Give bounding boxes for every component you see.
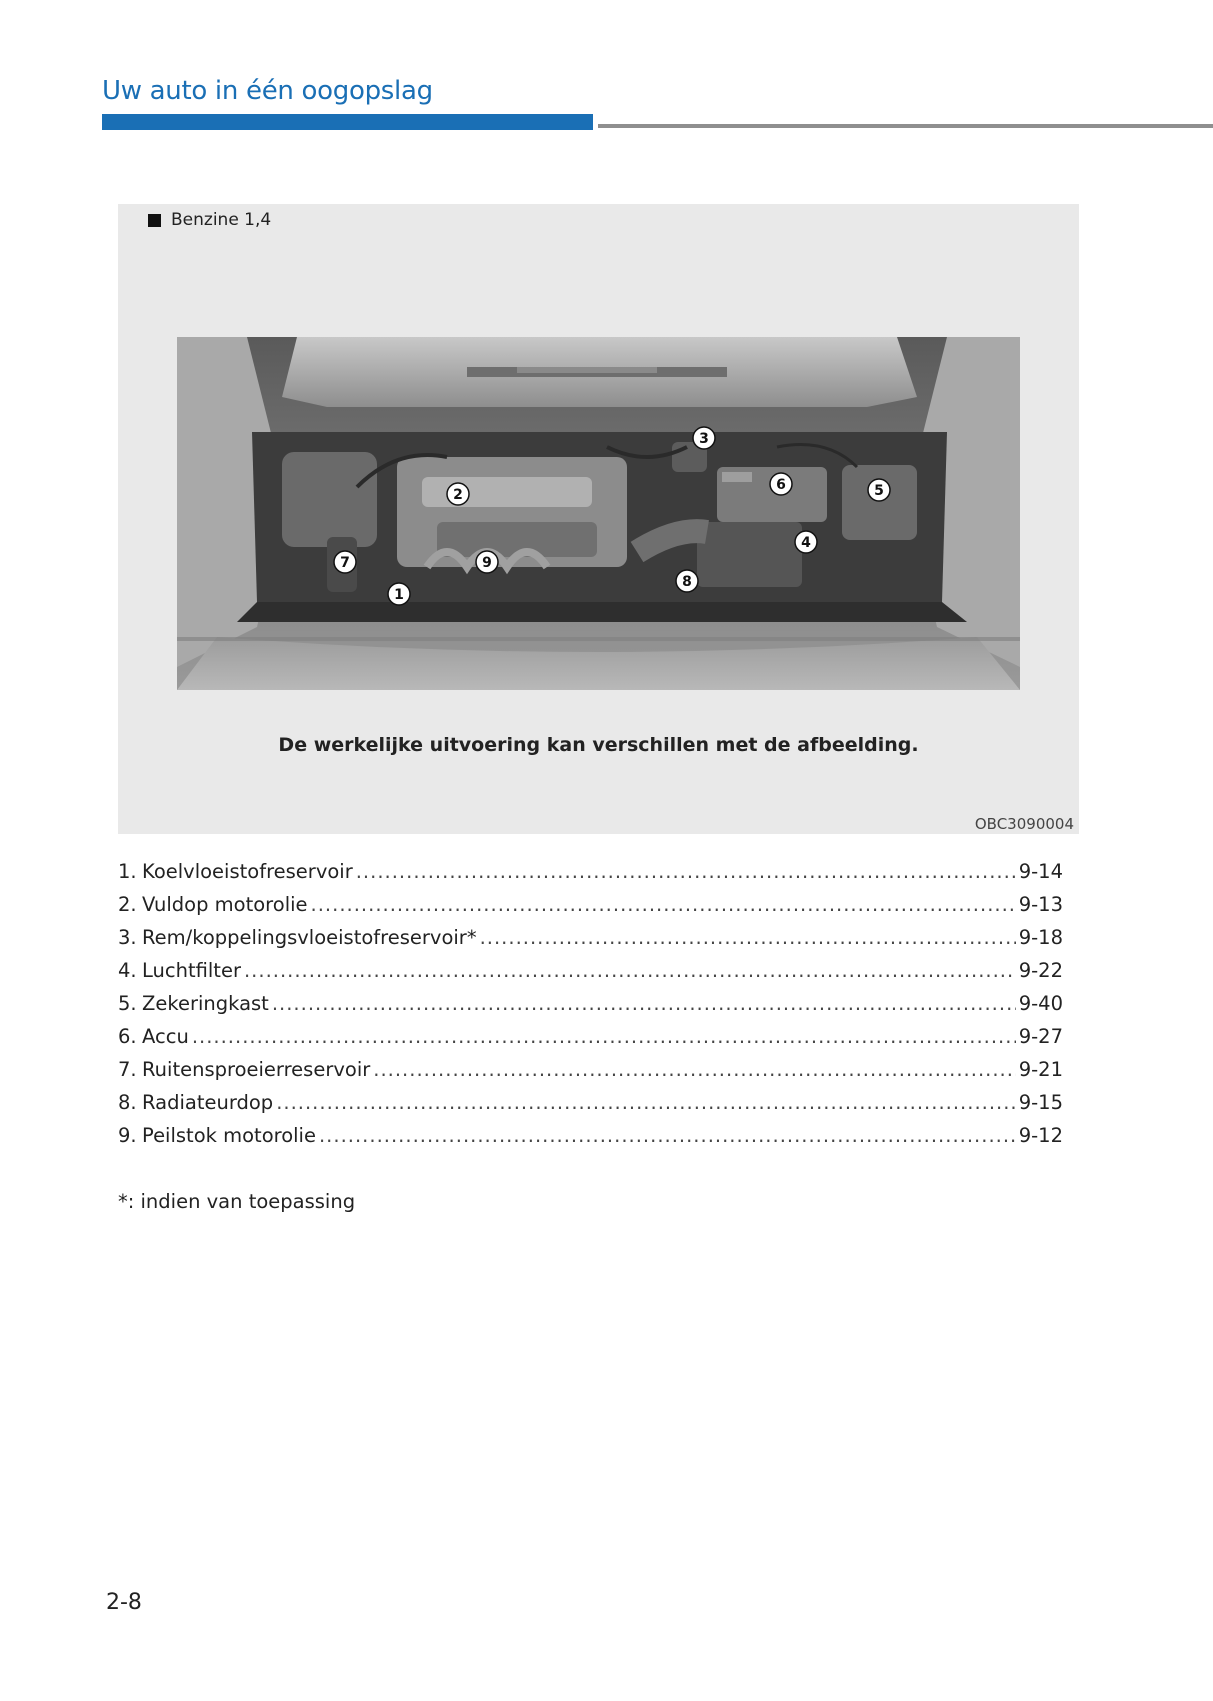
engine-bay-illustration — [177, 337, 1020, 690]
svg-text:7: 7 — [340, 555, 350, 571]
dot-leader — [373, 1058, 1015, 1081]
figure-caption: De werkelijke uitvoering kan verschillen met de afbeelding. — [278, 734, 919, 756]
square-bullet-icon — [148, 214, 161, 227]
dot-leader — [244, 959, 1016, 982]
callout-3 — [693, 427, 715, 449]
item-name: Vuldop motorolie — [142, 893, 308, 916]
item-page-ref: 9-14 — [1018, 860, 1063, 883]
dot-leader — [192, 1025, 1016, 1048]
item-name: Accu — [142, 1025, 189, 1048]
svg-text:6: 6 — [776, 477, 786, 493]
list-item — [118, 860, 1063, 893]
list-item — [118, 959, 1063, 992]
image-code: OBC3090004 — [974, 815, 1074, 833]
callout-4 — [795, 531, 817, 553]
item-number: 9. — [118, 1124, 137, 1147]
item-name: Ruitensproeierreservoir — [142, 1058, 371, 1081]
header-rule — [598, 124, 1213, 128]
parts-list — [118, 860, 1063, 1157]
item-name: Koelvloeistofreservoir — [142, 860, 353, 883]
svg-text:4: 4 — [801, 535, 811, 551]
callout-6 — [770, 473, 792, 495]
list-item — [118, 926, 1063, 959]
item-page-ref: 9-13 — [1018, 893, 1063, 916]
list-item — [118, 893, 1063, 926]
callout-8 — [676, 570, 698, 592]
dot-leader — [356, 860, 1016, 883]
callout-2 — [447, 483, 469, 505]
item-page-ref: 9-40 — [1018, 992, 1063, 1015]
item-number: 8. — [118, 1091, 137, 1114]
callout-1 — [388, 583, 410, 605]
list-item — [118, 1091, 1063, 1124]
svg-text:5: 5 — [874, 483, 884, 499]
item-number: 6. — [118, 1025, 137, 1048]
section-title: Uw auto in één oogopslag — [102, 76, 433, 106]
variant-label — [148, 210, 271, 230]
list-item — [118, 992, 1063, 1025]
svg-text:3: 3 — [699, 431, 709, 447]
variant-label-text: Benzine 1,4 — [171, 210, 272, 230]
dot-leader — [272, 992, 1016, 1015]
item-name: Peilstok motorolie — [142, 1124, 316, 1147]
item-page-ref: 9-22 — [1018, 959, 1063, 982]
dot-leader — [480, 926, 1016, 949]
svg-text:1: 1 — [394, 587, 404, 603]
item-name: Radiateurdop — [142, 1091, 274, 1114]
item-number: 2. — [118, 893, 137, 916]
item-number: 5. — [118, 992, 137, 1015]
item-page-ref: 9-27 — [1018, 1025, 1063, 1048]
dot-leader — [319, 1124, 1016, 1147]
callout-7 — [334, 551, 356, 573]
footnote: *: indien van toepassing — [118, 1190, 356, 1213]
callout-9 — [476, 551, 498, 573]
item-page-ref: 9-21 — [1018, 1058, 1063, 1081]
dot-leader — [311, 893, 1016, 916]
engine-figure-panel — [118, 204, 1079, 834]
item-page-ref: 9-18 — [1018, 926, 1063, 949]
item-name: Zekeringkast — [142, 992, 269, 1015]
svg-text:2: 2 — [453, 487, 463, 503]
list-item — [118, 1124, 1063, 1157]
item-number: 3. — [118, 926, 137, 949]
item-name: Luchtfilter — [142, 959, 241, 982]
item-page-ref: 9-12 — [1018, 1124, 1063, 1147]
item-number: 7. — [118, 1058, 137, 1081]
header-accent-bar — [102, 114, 593, 130]
svg-text:9: 9 — [482, 555, 492, 571]
item-page-ref: 9-15 — [1018, 1091, 1063, 1114]
item-number: 1. — [118, 860, 137, 883]
page-number: 2-8 — [106, 1590, 142, 1615]
item-number: 4. — [118, 959, 137, 982]
item-name: Rem/koppelingsvloeistofreservoir* — [142, 926, 477, 949]
dot-leader — [276, 1091, 1016, 1114]
svg-text:8: 8 — [682, 574, 692, 590]
list-item — [118, 1025, 1063, 1058]
callout-5 — [868, 479, 890, 501]
list-item — [118, 1058, 1063, 1091]
